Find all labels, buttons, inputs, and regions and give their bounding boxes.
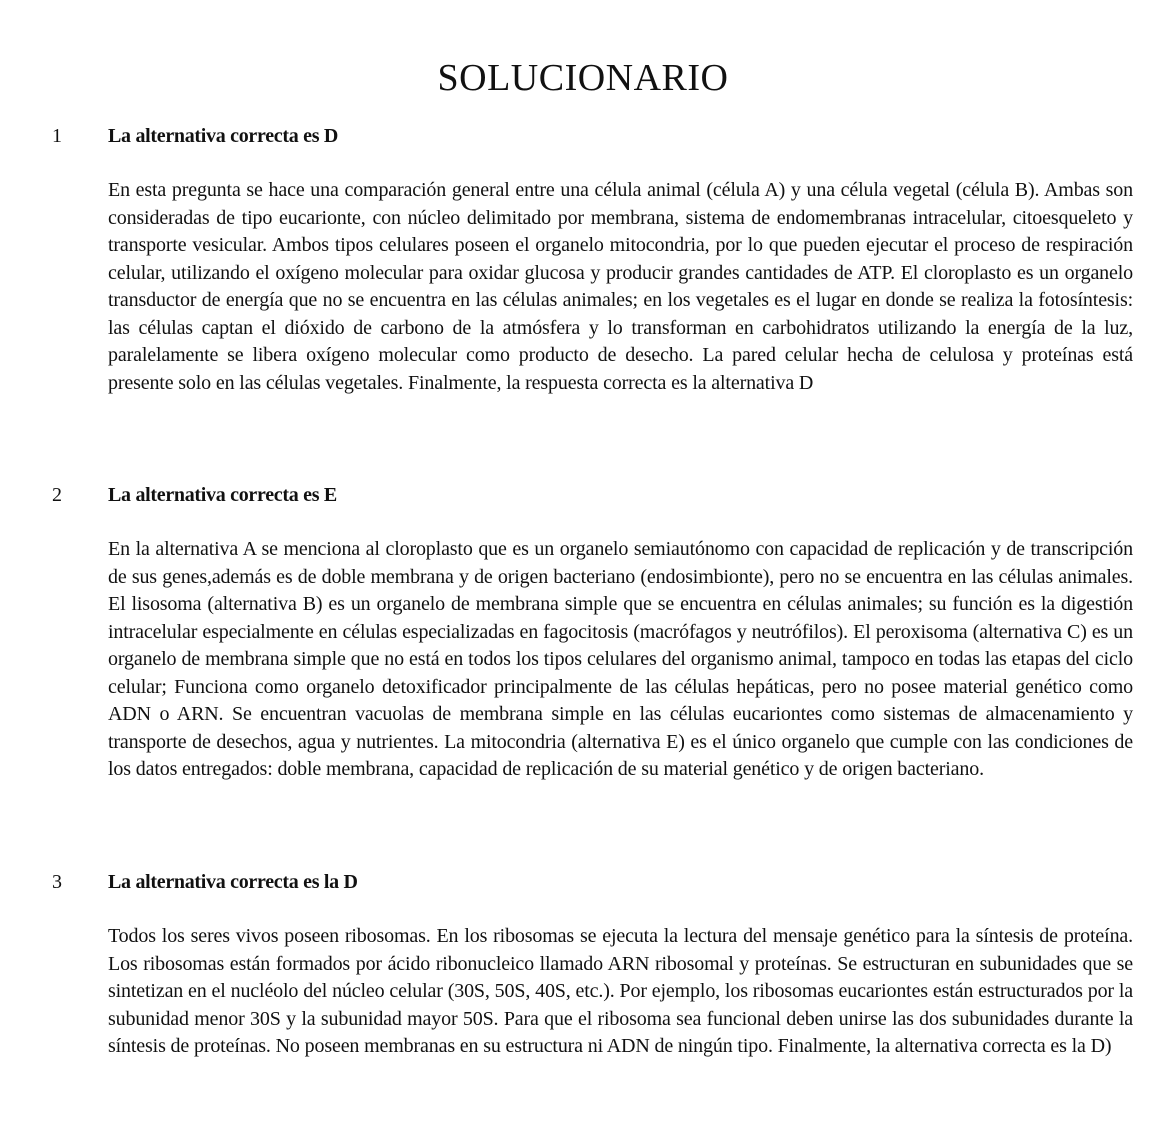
question-number: 1 (52, 125, 62, 147)
answer-explanation: En la alternativa A se menciona al cloroplasto que es un organelo semiautónomo con capacidad de replicación y de transcripción de sus genes,además es de doble membrana y de origen bacteriano (endosimbionte), pero no se encuentra en las células animales. El lisosoma (alternativa B) es un organelo de membrana simple que se encuentra en células animales; su función es la digestión intracelular especialmente en células especializadas en fagocitosis (macrófagos y neutrófilos). El peroxisoma (alternativa C) es un organelo de membrana simple que no está en todos los tipos celulares del organismo animal, tampoco en todas las etapas del ciclo celular; Funciona como organelo detoxificador principalmente de las células hepáticas, pero no posee material genético como ADN o ARN. Se encuentran vacuolas de membrana simple en las células eucariontes como sistemas de almacenamiento y transporte de desechos, agua y nutrientes. La mitocondria (alternativa E) es el único organelo que cumple con las condiciones de los datos entregados: doble membrana, capacidad de replicación de su material genético y de origen bacteriano. (108, 538, 1133, 780)
answer-heading: La alternativa correcta es E (108, 484, 337, 506)
answer-heading: La alternativa correcta es la D (108, 871, 358, 893)
answer-explanation: En esta pregunta se hace una comparación general entre una célula animal (célula A) y una célula vegetal (célula B). Ambas son consideradas de tipo eucarionte, con núcleo delimitado por membrana, sistema de endomembranas intracelular, citoesqueleto y transporte vesicular. Ambos tipos celulares poseen el organelo mitocondria, por lo que pueden ejecutar el proceso de respiración celular, utilizando el oxígeno molecular para oxidar glucosa y producir grandes cantidades de ATP. El cloroplasto es un organelo transductor de energía que no se encuentra en las células animales; en los vegetales es el lugar en donde se realiza la fotosíntesis: las células captan el dióxido de carbono de la atmósfera y lo transforman en carbohidratos utilizando la energía de la luz, paralelamente se libera oxígeno molecular como producto de desecho. La pared celular hecha de celulosa y proteínas está presente solo en las células vegetales. Finalmente, la respuesta correcta es la alternativa D (108, 179, 1133, 394)
question-number: 3 (52, 871, 62, 893)
page-title: SOLUCIONARIO (437, 57, 729, 99)
answer-explanation: Todos los seres vivos poseen ribosomas. En los ribosomas se ejecuta la lectura del mensaje genético para la síntesis de proteína. Los ribosomas están formados por ácido ribonucleico llamado ARN ribosomal y proteínas. Se estructuran en subunidades que se sintetizan en el nucléolo del núcleo celular (30S, 50S, 40S, etc.). Por ejemplo, los ribosomas eucariontes están estructurados por la subunidad menor 30S y la subunidad mayor 50S. Para que el ribosoma sea funcional deben unirse las dos subunidades durante la síntesis de proteínas. No poseen membranas en su estructura ni ADN de ningún tipo. Finalmente, la alternativa correcta es la D) (108, 925, 1133, 1057)
question-number: 2 (52, 484, 62, 506)
answer-heading: La alternativa correcta es D (108, 125, 339, 147)
